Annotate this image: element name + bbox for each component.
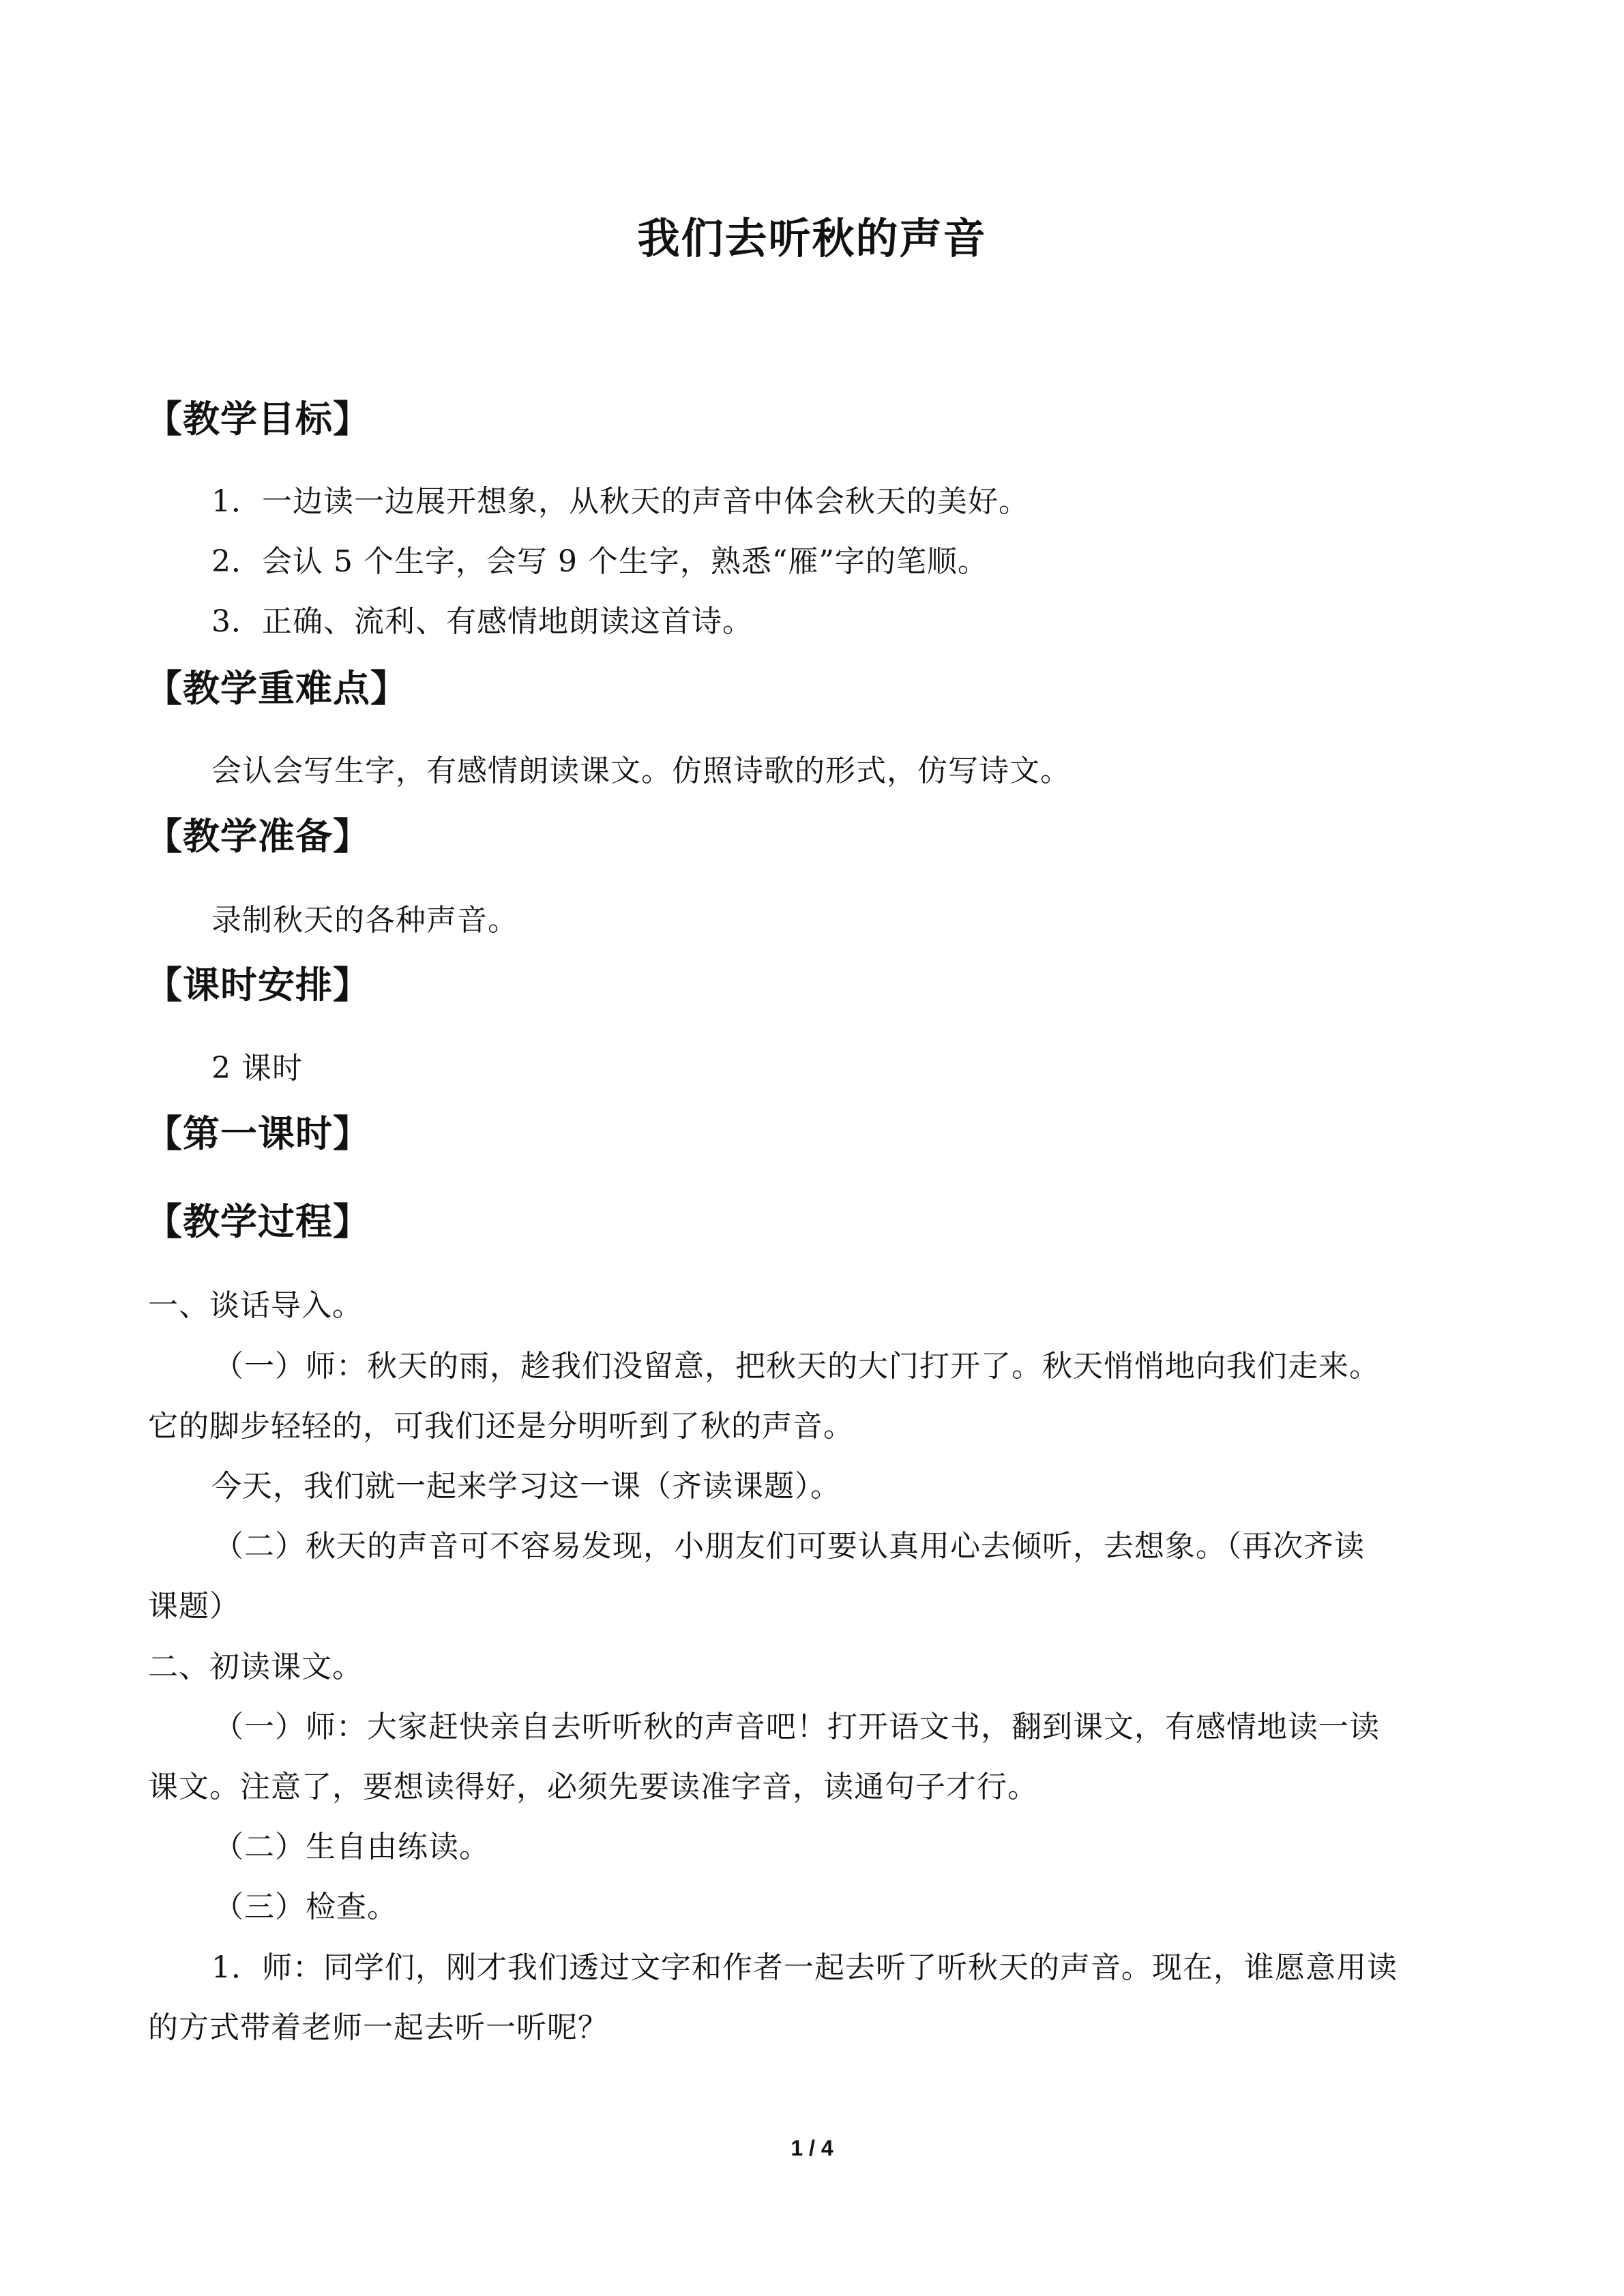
goal-item-2: 2．会认 5 个生字，会写 9 个生字，熟悉“雁”字的笔顺。 (211, 544, 988, 579)
page-title: 我们去听秋的声音 (637, 213, 987, 263)
process-line: （一）师：秋天的雨，趁我们没留意，把秋天的大门打开了。秋天悄悄地向我们走来。 (213, 1349, 1380, 1384)
process-line: 今天，我们就一起来学习这一课（齐读课题）。 (211, 1469, 841, 1504)
process-line: （二）秋天的声音可不容易发现，小朋友们可要认真用心去倾听，去想象。（再次齐读 (213, 1529, 1365, 1564)
process-line: 的方式带着老师一起去听一听呢？ (148, 2010, 608, 2045)
process-line: 二、初读课文。 (148, 1650, 363, 1684)
heading-schedule: 【课时安排】 (145, 964, 370, 1007)
process-line: （二）生自由练读。 (213, 1830, 490, 1864)
heading-preparation: 【教学准备】 (145, 815, 370, 858)
schedule-text: 2 课时 (211, 1051, 303, 1086)
heading-key-points: 【教学重难点】 (145, 667, 408, 710)
page-number: 1 / 4 (791, 2136, 833, 2160)
goal-item-3: 3．正确、流利、有感情地朗读这首诗。 (211, 604, 753, 639)
process-line: 1．师：同学们，刚才我们透过文字和作者一起去听了听秋天的声音。现在，谁愿意用读 (211, 1950, 1398, 1985)
heading-process: 【教学过程】 (145, 1200, 370, 1243)
process-line: 课文。注意了，要想读得好，必须先要读准字音，读通句子才行。 (148, 1770, 1038, 1804)
process-line: 课题） (148, 1589, 240, 1624)
process-line: 它的脚步轻轻的，可我们还是分明听到了秋的声音。 (148, 1409, 854, 1444)
heading-lesson-one: 【第一课时】 (145, 1112, 370, 1155)
goal-item-1: 1．一边读一边展开想象，从秋天的声音中体会秋天的美好。 (211, 484, 1029, 519)
process-line: 一、谈话导入。 (148, 1288, 363, 1323)
process-line: （三）检查。 (213, 1890, 398, 1924)
key-points-text: 会认会写生字，有感情朗读课文。仿照诗歌的形式，仿写诗文。 (211, 754, 1071, 788)
heading-teaching-goals: 【教学目标】 (145, 398, 370, 441)
process-line: （一）师：大家赶快亲自去听听秋的声音吧！打开语文书，翻到课文，有感情地读一读 (213, 1710, 1380, 1744)
preparation-text: 录制秋天的各种声音。 (211, 903, 518, 938)
